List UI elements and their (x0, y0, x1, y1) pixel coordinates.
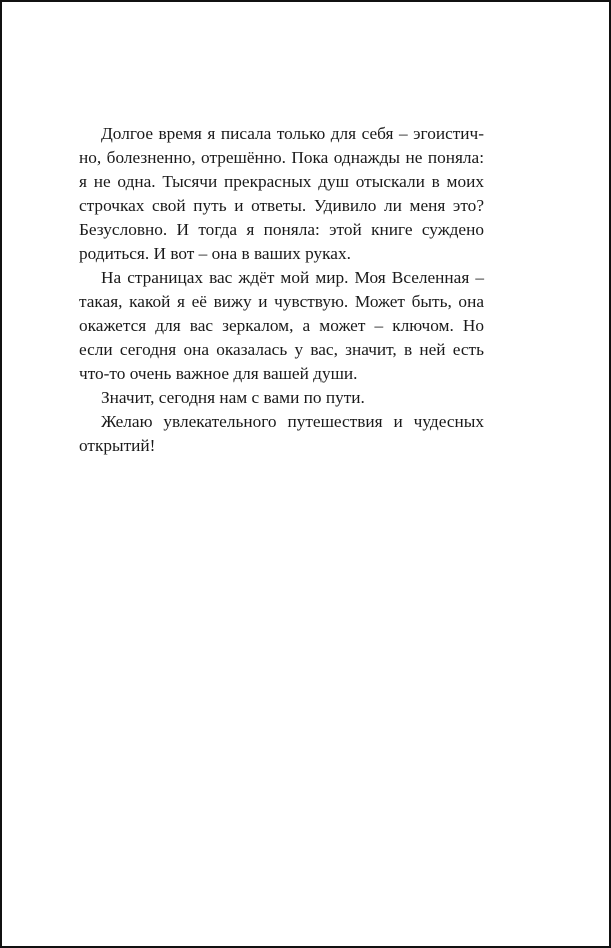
text-line: Безусловно. И тогда я поняла: этой книге суждено (79, 220, 484, 239)
text-line: такая, какой я её вижу и чувствую. Может быть, она (79, 292, 484, 311)
text-line: что-то очень важное для вашей души. (79, 364, 358, 383)
text-line: но, болезненно, отрешённо. Пока однажды не поняла: (79, 148, 484, 167)
text-line: Долгое время я писала только для себя – эгоистич- (101, 124, 484, 143)
text-line: строчках свой путь и ответы. Удивило ли меня это? (79, 196, 484, 215)
text-line: Значит, сегодня нам с вами по пути. (101, 388, 365, 407)
text-line: окажется для вас зеркалом, а может – ключом. Но (79, 316, 484, 335)
text-line: На страницах вас ждёт мой мир. Моя Вселенная – (101, 268, 484, 287)
text-line: родиться. И вот – она в ваших руках. (79, 244, 351, 263)
body-text (79, 122, 484, 458)
text-line: я не одна. Тысячи прекрасных душ отыскали в моих (79, 172, 484, 191)
text-line: Желаю увлекательного путешествия и чудесных (101, 412, 484, 431)
text-line: открытий! (79, 436, 156, 455)
text-line: если сегодня она оказалась у вас, значит, в ней есть (79, 340, 484, 359)
